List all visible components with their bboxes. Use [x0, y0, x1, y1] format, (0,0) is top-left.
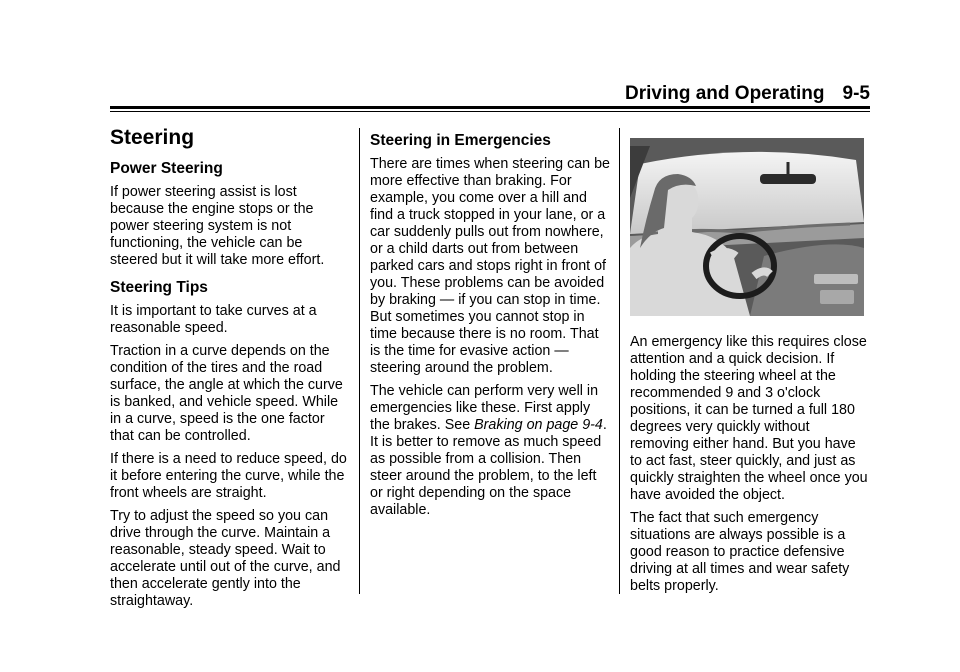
driver-steering-illustration: [630, 138, 864, 316]
column-right: [630, 126, 870, 601]
paragraph: There are times when steering can be more effective than braking. For example, you come over a hill and find a truck stopped in your lane, or a car suddenly pulls out from nowhere, or a child darts out from between parked cars and stops right in front of you. These problems can be avoided by braking — if you can stop in time. But sometimes you cannot stop in time because there is no room. That is the time for evasive action — steering around the problem.: [370, 156, 610, 376]
paragraph: The fact that such emergency situations are always possible is a good reason to practice defensive driving at all times and wear safety belts properly.: [630, 510, 850, 594]
page-number: 9-5: [842, 83, 870, 104]
paragraph: Traction in a curve depends on the condition of the tires and the road surface, the angle at which the curve is banked, and vehicle speed. While in a curve, speed is the one factor that can be controlled.: [110, 343, 343, 444]
subheading-power-steering: Power Steering: [110, 160, 223, 177]
subheading-steering-in-emergencies: Steering in Emergencies: [370, 132, 551, 149]
paragraph: An emergency like this requires close attention and a quick decision. If holding the steering wheel at the recommended 9 and 3 o'clock positions, it can be turned a full 180 degrees very quickly without removing either hand. But you have to act fast, steer quickly, and just as quickly straighten the wheel once you have avoided the object.: [630, 334, 868, 503]
section-title: Driving and Operating: [625, 83, 825, 104]
paragraph: If there is a need to reduce speed, do it before entering the curve, while the front wheels are straight.: [110, 451, 347, 501]
section-heading: Steering: [110, 126, 195, 149]
column-middle: [370, 126, 610, 525]
column-divider: [359, 128, 360, 594]
paragraph: If power steering assist is lost because the engine stops or the power steering system is not functioning, the vehicle can be steered but it will take more effort.: [110, 184, 325, 268]
header-rule-thin: [110, 111, 870, 112]
subheading-steering-tips: Steering Tips: [110, 279, 208, 296]
paragraph: Try to adjust the speed so you can drive through the curve. Maintain a reasonable, steady speed. Wait to accelerate until out of the curve, and then accelerate gently into the straightaway.: [110, 508, 341, 609]
header-rule: [110, 106, 870, 109]
column-left: [110, 126, 350, 616]
column-divider: [619, 128, 620, 594]
paragraph: The vehicle can perform very well in emergencies like these. First apply the brakes. See Braking on page 9-4. It is better to remove as much speed as possible from a collision. Then steer around the problem, to the left or right depending on the space available.: [370, 383, 607, 518]
cross-reference-link[interactable]: Braking on page 9-4: [474, 417, 603, 433]
page-header: [110, 84, 870, 104]
paragraph: It is important to take curves at a reasonable speed.: [110, 303, 317, 336]
